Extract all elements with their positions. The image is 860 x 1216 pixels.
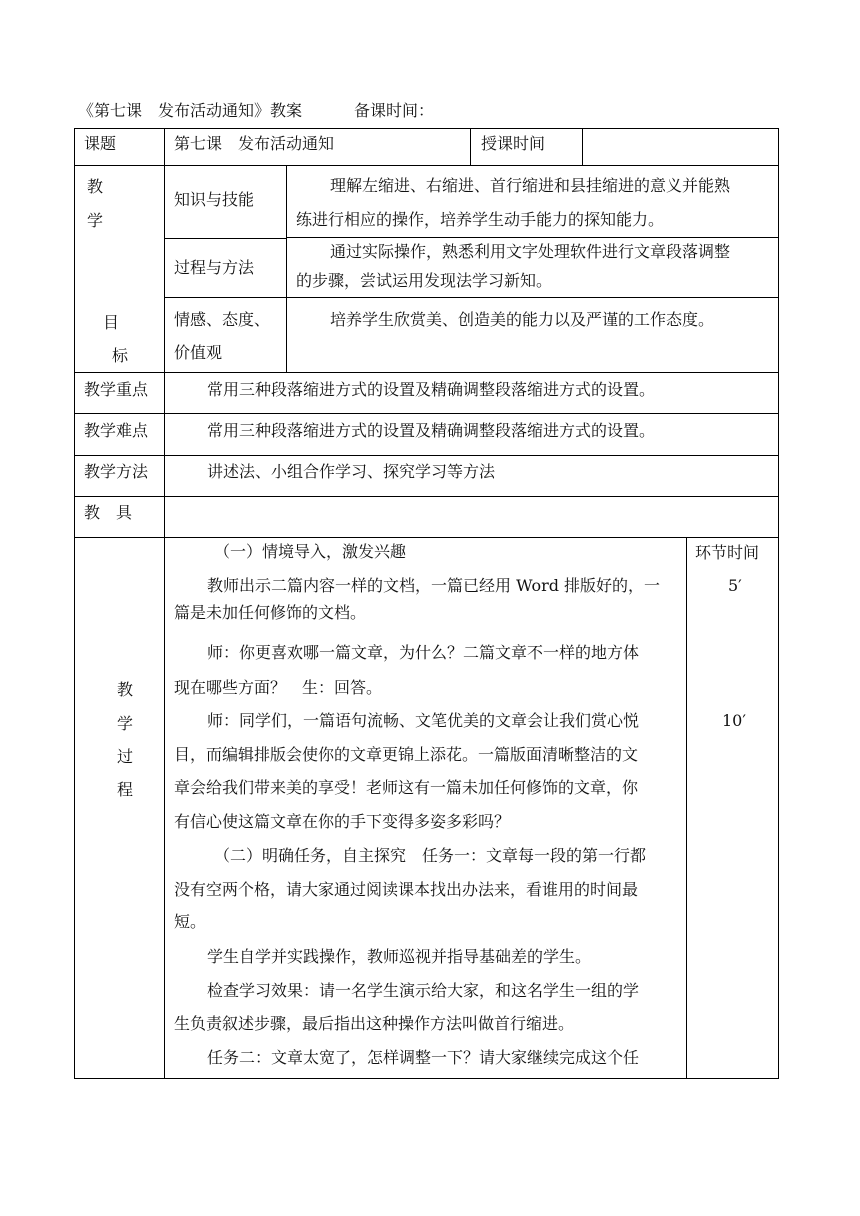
objective-text: 培养学生欣赏美、创造美的能力以及严谨的工作态度。 bbox=[330, 310, 715, 329]
objectives-label-char: 标 bbox=[111, 346, 128, 365]
process-line: 目，而编辑排版会使你的文章更锦上添花。一篇版面清晰整洁的文 bbox=[174, 745, 639, 764]
process-line: 任务二：文章太宽了，怎样调整一下？请大家继续完成这个任 bbox=[207, 1048, 640, 1067]
objectives-label-char: 教 bbox=[86, 177, 103, 196]
process-line: （二）明确任务，自主探究 任务一：文章每一段的第一行都 bbox=[214, 846, 647, 865]
objective-text: 的步骤，尝试运用发现法学习新知。 bbox=[296, 271, 553, 290]
prep-time-label: 备课时间： bbox=[354, 101, 435, 120]
process-line: 生负责叙述步骤，最后指出这种操作方法叫做首行缩进。 bbox=[174, 1014, 575, 1033]
objective-label: 知识与技能 bbox=[174, 190, 255, 209]
process-label-char: 学 bbox=[116, 714, 133, 733]
difficult-points-label: 教学难点 bbox=[84, 421, 149, 440]
topic-value: 第七课 发布活动通知 bbox=[174, 134, 335, 153]
process-line: 教师出示二篇内容一样的文档，一篇已经用 Word 排版好的，一 bbox=[207, 576, 661, 595]
process-label-char: 教 bbox=[116, 680, 133, 699]
process-line: 有信心使这篇文章在你的手下变得多姿多彩吗？ bbox=[174, 812, 511, 831]
difficult-points-text: 常用三种段落缩进方式的设置及精确调整段落缩进方式的设置。 bbox=[207, 421, 656, 440]
teach-time-label: 授课时间 bbox=[481, 134, 546, 153]
methods-label: 教学方法 bbox=[84, 462, 149, 481]
process-label-char: 程 bbox=[116, 780, 133, 799]
doc-title: 《第七课 发布活动通知》教案 bbox=[78, 101, 303, 120]
objective-label: 过程与方法 bbox=[174, 258, 255, 277]
objective-text: 理解左缩进、右缩进、首行缩进和县挂缩进的意义并能熟 bbox=[330, 176, 731, 195]
key-points-label: 教学重点 bbox=[84, 380, 149, 399]
process-line: 短。 bbox=[174, 912, 207, 931]
process-line: 章会给我们带来美的享受！老师这有一篇未加任何修饰的文章，你 bbox=[174, 778, 639, 797]
objective-label: 情感、态度、 bbox=[174, 310, 271, 329]
process-line: 现在哪些方面？ 生：回答。 bbox=[174, 678, 383, 697]
time-header: 环节时间 bbox=[695, 543, 760, 562]
process-line: 师：你更喜欢哪一篇文章，为什么？二篇文章不一样的地方体 bbox=[207, 643, 640, 662]
key-points-text: 常用三种段落缩进方式的设置及精确调整段落缩进方式的设置。 bbox=[207, 380, 656, 399]
process-line: 检查学习效果：请一名学生演示给大家，和这名学生一组的学 bbox=[207, 981, 640, 1000]
methods-text: 讲述法、小组合作学习、探究学习等方法 bbox=[207, 462, 496, 481]
process-line: 学生自学并实践操作，教师巡视并指导基础差的学生。 bbox=[207, 947, 592, 966]
objective-label: 价值观 bbox=[174, 343, 223, 362]
process-line: （一）情境导入，激发兴趣 bbox=[214, 542, 407, 561]
tools-label: 教 具 bbox=[84, 503, 133, 522]
time-value: 10′ bbox=[722, 711, 746, 730]
objective-text: 通过实际操作，熟悉利用文字处理软件进行文章段落调整 bbox=[330, 242, 731, 261]
doc-header bbox=[78, 98, 434, 121]
objectives-label-char: 学 bbox=[86, 211, 103, 230]
objective-text: 练进行相应的操作，培养学生动手能力的探知能力。 bbox=[296, 210, 665, 229]
process-label-char: 过 bbox=[116, 747, 133, 766]
process-line: 师：同学们，一篇语句流畅、文笔优美的文章会让我们赏心悦 bbox=[207, 711, 640, 730]
objectives-label-char: 目 bbox=[102, 313, 119, 332]
process-line: 没有空两个格，请大家通过阅读课本找出办法来，看谁用的时间最 bbox=[174, 880, 639, 899]
time-value: 5′ bbox=[728, 576, 742, 595]
process-line: 篇是未加任何修饰的文档。 bbox=[174, 603, 367, 622]
topic-label: 课题 bbox=[84, 134, 117, 153]
